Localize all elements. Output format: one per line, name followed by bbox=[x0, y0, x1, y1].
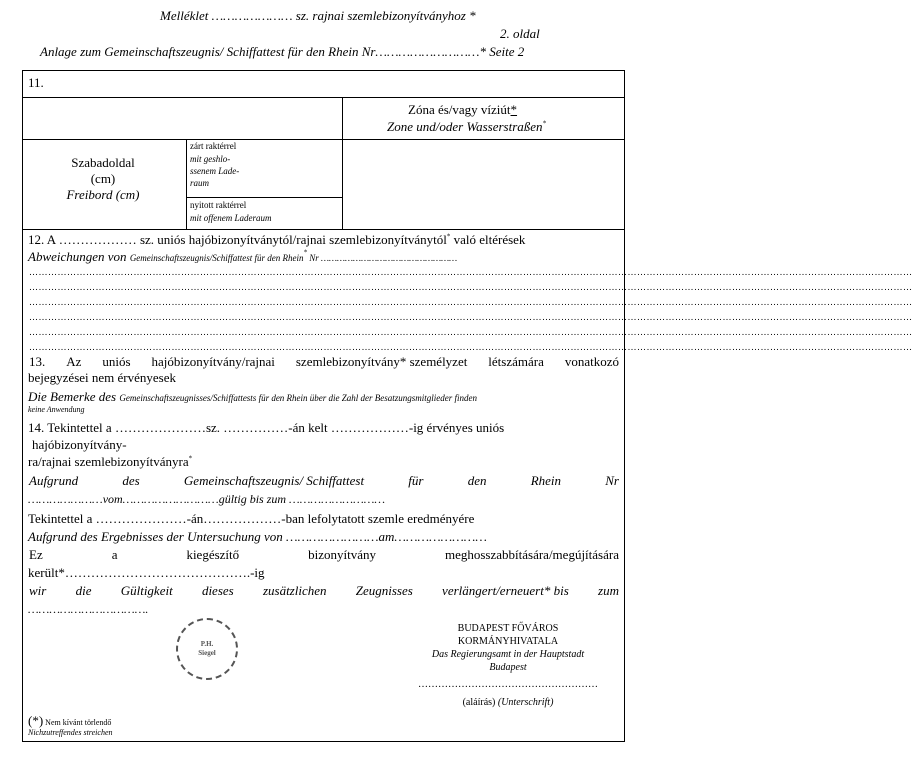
authority-name-hu: BUDAPEST FŐVÁROS bbox=[457, 623, 559, 634]
section-14-de-line-1: Aufgrund des Gemeinschaftszeugnis/ Schiffattest für den Rhein Nr bbox=[29, 473, 619, 488]
divider bbox=[23, 229, 624, 230]
section-12-title-de: Abweichungen von Gemeinschaftszeugnis/Schiffattest für den Rhein* Nr …………………………………………… bbox=[28, 248, 458, 264]
divider bbox=[186, 197, 342, 198]
zone-label-de: Zone und/oder Wasserstraßen* bbox=[387, 119, 547, 134]
signature-label: (aláírás) (Unterschrift) bbox=[462, 697, 554, 708]
header-line-3: Anlage zum Gemeinschaftszeugnis/ Schiffattest für den Rhein Nr………………………* Seite 2 bbox=[40, 44, 525, 59]
zone-label-hu: Zóna és/vagy víziút* bbox=[408, 102, 518, 117]
open-hold-label-de: mit offenem Laderaum bbox=[190, 213, 272, 223]
section-12-title-hu: 12. A ……………… sz. uniós hajóbizonyítványtól/rajnai szemlebizonyítványtól* való eltérések bbox=[28, 232, 526, 247]
closed-hold-label-de: mit geshlo- bbox=[190, 154, 231, 164]
section-13-title-hu-cont: bejegyzései nem érvényesek bbox=[28, 370, 176, 385]
section-14-line-1: 14. Tekintettel a …………………sz. ……………-án kelt ………………-ig érvényes uniós bbox=[28, 420, 505, 435]
section-12-dotted-line: ……………………………………………………………………………………………………………………………………………………………………………………………………………………………………………………… bbox=[29, 267, 913, 277]
authority-name-hu: KORMÁNYHIVATALA bbox=[457, 636, 559, 647]
section-12-dotted-line: ……………………………………………………………………………………………………………………………………………………………………………………………………………………………………………………… bbox=[29, 327, 913, 337]
freeboard-label-de: Freibord (cm) bbox=[66, 187, 140, 202]
section-14-de-line-2: …………………vom………………………gültig bis zum ……………………… bbox=[28, 492, 386, 506]
section-14-line-4: Tekintettel a …………………-án………………-ban lefolytatott szemle eredményére bbox=[28, 511, 475, 526]
section-13-title-de: Die Bemerke des Gemeinschaftszeugnisses/Schiffattests für den Rhein über die Zahl der Besatzungsmitglieder finden bbox=[28, 389, 478, 404]
section-14-line-3: ra/rajnai szemlebizonyítványra* bbox=[28, 454, 193, 469]
closed-hold-label-hu: zárt raktérrel bbox=[190, 141, 237, 151]
authority-name-de: Das Regierungsamt in der Hauptstadt bbox=[431, 649, 585, 660]
freeboard-label-hu: Szabadoldal bbox=[71, 155, 135, 170]
section-14-de-line-3: Aufgrund des Ergebnisses der Untersuchung von ……………………am…………………… bbox=[28, 529, 487, 544]
header-line-2: 2. oldal bbox=[500, 26, 540, 41]
footnote-de: Nichzutreffendes streichen bbox=[28, 728, 113, 737]
signature-line: ……………………………………………… bbox=[418, 679, 598, 690]
section-14-de-line-4: wir die Gültigkeit dieses zusätzlichen Zeugnisses verlängert/erneuert* bis zum bbox=[29, 583, 619, 598]
section-13-title-de-cont: keine Anwendung bbox=[28, 405, 85, 414]
section-12-dotted-line: ……………………………………………………………………………………………………………………………………………………………………………………………………………………………………………………… bbox=[29, 342, 913, 352]
section-12-dotted-line: ……………………………………………………………………………………………………………………………………………………………………………………………………………………………………………………… bbox=[29, 297, 913, 307]
section-13-title-hu: 13. Az uniós hajóbizonyítvány/rajnai szemlebizonyítvány* személyzet létszámára vonatkozó bbox=[29, 354, 619, 369]
seal-stamp bbox=[176, 618, 238, 680]
closed-hold-label-de: ssenem Lade- bbox=[190, 166, 240, 176]
authority-name-de: Budapest bbox=[489, 662, 527, 673]
section-14-line-6: került*…………………………………….-ig bbox=[28, 565, 265, 580]
seal-text: Siegel bbox=[198, 649, 216, 657]
open-hold-label-hu: nyitott raktérrel bbox=[190, 200, 247, 210]
section-14-de-line-5: ……………………………. bbox=[28, 602, 149, 616]
divider bbox=[23, 97, 624, 98]
divider bbox=[23, 139, 624, 140]
closed-hold-label-de: raum bbox=[190, 178, 210, 188]
seal-text: P.H. bbox=[200, 640, 214, 648]
section-12-dotted-line: ……………………………………………………………………………………………………………………………………………………………………………………………………………………………………………………… bbox=[29, 312, 913, 322]
freeboard-unit: (cm) bbox=[90, 171, 116, 186]
divider bbox=[342, 97, 343, 229]
form-frame bbox=[22, 70, 913, 742]
section-12-dotted-line: ……………………………………………………………………………………………………………………………………………………………………………………………………………………………………………………… bbox=[29, 282, 913, 292]
section-14-line-2: hajóbizonyítvány- bbox=[32, 437, 127, 452]
divider bbox=[186, 139, 187, 229]
footnote-hu: (*) Nem kívánt törlendő bbox=[28, 713, 112, 728]
section-11-number: 11. bbox=[28, 75, 44, 90]
header-line-1: Melléklet ………………… sz. rajnai szemlebizonyítványhoz * bbox=[160, 8, 476, 23]
section-14-line-5: Ez a kiegészítő bizonyítvány meghosszabbítására/megújítására bbox=[29, 547, 619, 562]
